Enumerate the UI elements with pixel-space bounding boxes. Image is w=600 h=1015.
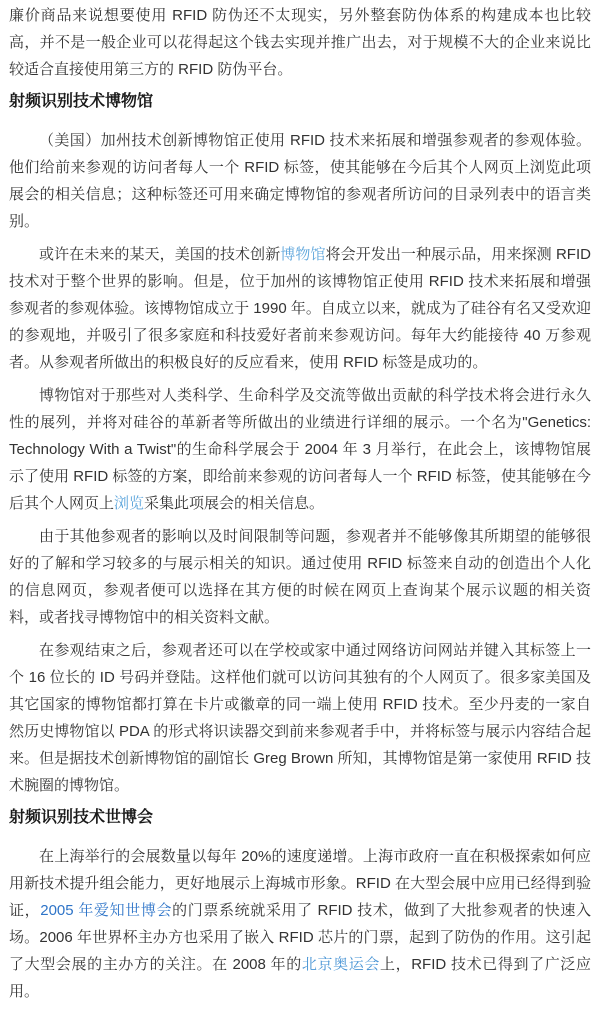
paragraph-museum-5 — [9, 637, 591, 799]
text-run: 采集此项展会的相关信息。 — [144, 495, 325, 512]
paragraph-museum-3 — [9, 382, 591, 517]
browse-link[interactable]: 浏览 — [114, 495, 145, 512]
text-run: 上，RFID 技术已得到了广泛应用。 — [9, 956, 591, 1000]
text-run: 在参观结束之后，参观者还可以在学校或家中通过网络访问网站并键入其标签上一个 16 位长的 ID 号码并登陆。这样他们就可以访问其独有的个人网页了。很多家美国及其它国家的博物馆都打算在卡片或徽章的同一端上使用 RFID 技术。至少丹麦的一家自然历史博物馆以 PDA 的形式将识读器交到前来参观者手中，并将标签与展示内容结合起来。但是据技术创新博物馆的副馆长 Greg Brown 所知，其博物馆是第一家使用 RFID 技术腕圈的博物馆。 — [9, 642, 591, 794]
paragraph-intro-continuation — [9, 2, 591, 83]
paragraph-museum-1 — [9, 127, 591, 235]
text-run: 将会开发出一种展示品，用来探测 RFID 技术对于整个世界的影响。但是，位于加州的该博物馆正使用 RFID 技术来拓展和增强参观者的参观体验。该博物馆成立于 1990 年。自成立以来，就成为了硅谷有名又受欢迎的参观地，并吸引了很多家庭和科技爱好者前来参观访问。每年大约能接待 40 万参观者。从参观者所做出的积极良好的反应看来，使用 RFID 标签是成功的。 — [9, 246, 591, 371]
paragraph-museum-4 — [9, 523, 591, 631]
text-run: 博物馆对于那些对人类科学、生命科学及交流等做出贡献的科学技术将会进行永久性的展列，并将对硅谷的革新者等所做出的业绩进行详细的展示。一个名为"Genetics: Technology With a Twist"的生命科学展会于 2004 年 3 月举行，在此会上，该博物馆展示了使用 RFID 标签的方案，即给前来参观的访问者每人一个 RFID 标签，使其能够在今后其个人网页上 — [9, 387, 591, 512]
museum-link[interactable]: 博物馆 — [280, 246, 326, 263]
section-heading-museum: 射频识别技术博物馆 — [9, 93, 154, 110]
section-heading-expo: 射频识别技术世博会 — [9, 809, 154, 826]
text-run: 在上海举行的会展数量以每年 20%的速度递增。上海市政府一直在积极探索如何应用新技术提升组会能力，更好地展示上海城市形象。RFID 在大型会展中应用已经得到验证， — [9, 848, 591, 919]
paragraph-expo-1 — [9, 843, 591, 1005]
expo-2005-aichi-link[interactable]: 2005 年爱知世博会 — [40, 902, 173, 919]
beijing-olympics-link[interactable]: 北京奥运会 — [301, 956, 380, 973]
text-run: 的门票系统就采用了 RFID 技术，做到了大批参观者的快速入场。2006 年世界杯主办方也采用了嵌入 RFID 芯片的门票，起到了防伪的作用。这引起了大型会展的主办方的关注。在 2008 年的 — [9, 902, 591, 973]
paragraph-museum-2 — [9, 241, 591, 376]
text-run: 或许在未来的某天，美国的技术创新 — [39, 246, 281, 263]
text-run: 廉价商品来说想要使用 RFID 防伪还不太现实，另外整套防伪体系的构建成本也比较高，并不是一般企业可以花得起这个钱去实现并推广出去，对于规模不大的企业来说比较适合直接使用第三方的 RFID 防伪平台。 — [9, 7, 591, 78]
text-run: （美国）加州技术创新博物馆正使用 RFID 技术来拓展和增强参观者的参观体验。他们给前来参观的访问者每人一个 RFID 标签，使其能够在今后其个人网页上浏览此项展会的相关信息；这种标签还可用来确定博物馆的参观者所访问的目录列表中的语言类别。 — [9, 132, 591, 230]
text-run: 由于其他参观者的影响以及时间限制等问题，参观者并不能够像其所期望的能够很好的了解和学习较多的与展示相关的知识。通过使用 RFID 标签来自动的创造出个人化的信息网页，参观者便可以选择在其方便的时候在网页上查询某个展示议题的相关资料，或者找寻博物馆中的相关资料文献。 — [9, 528, 591, 626]
